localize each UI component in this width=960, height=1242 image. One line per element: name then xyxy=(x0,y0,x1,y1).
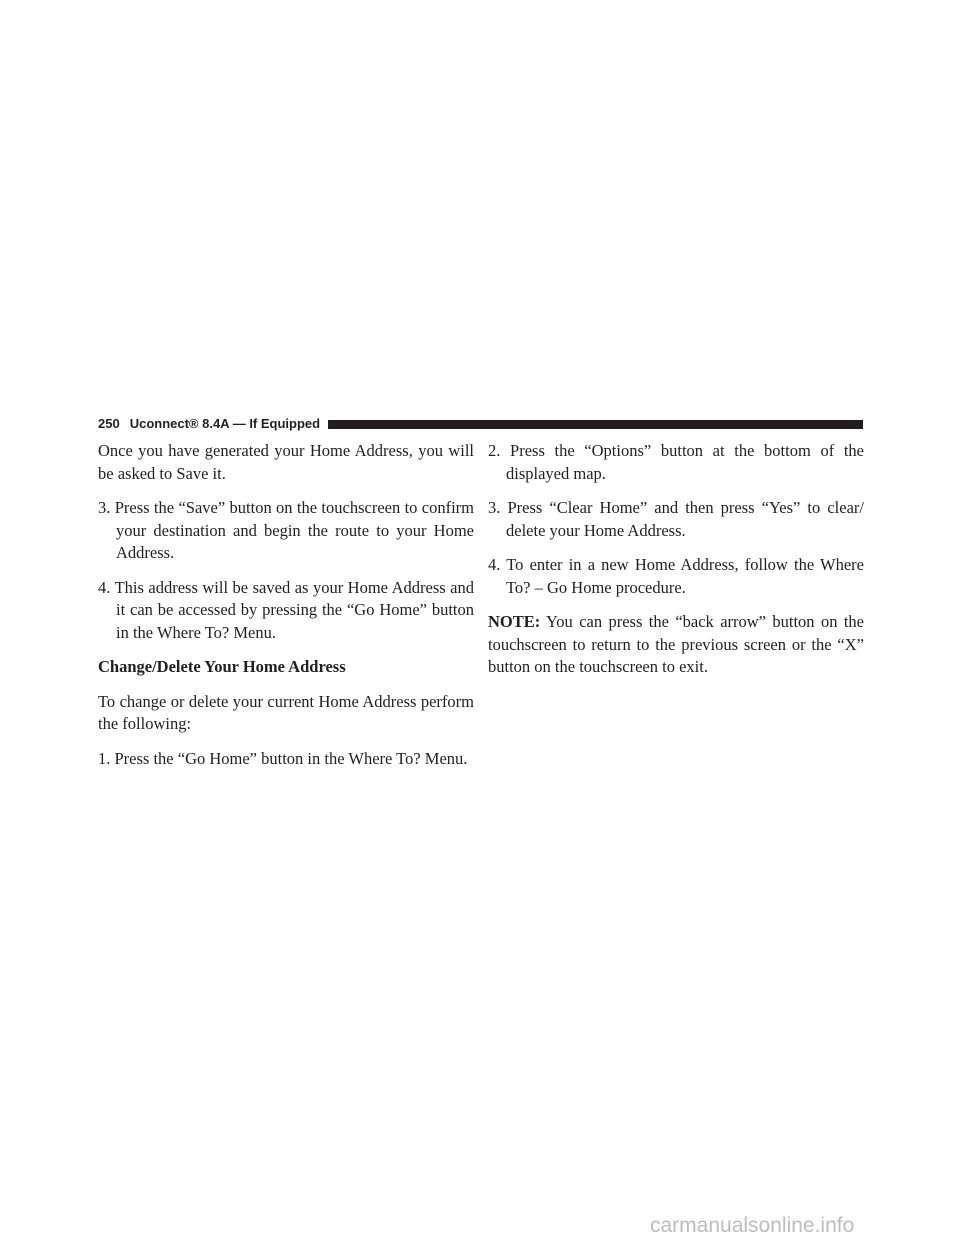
step-4-new-address: 4. To enter in a new Home Address, follow the Where To? – Go Home procedure. xyxy=(488,555,864,597)
note-paragraph xyxy=(488,611,864,679)
intro-paragraph: Once you have generated your Home Address, you will be asked to Save it. xyxy=(98,441,474,483)
page-header xyxy=(98,416,863,432)
section-heading: Change/Delete Your Home Address xyxy=(98,657,346,676)
left-column xyxy=(98,440,474,782)
note-text: You can press the “back arrow” button on the touchscreen to return to the previous screen or the “X” button on the touchscreen to exit. xyxy=(488,612,864,676)
watermark: carmanualsonline.info xyxy=(650,1214,855,1237)
section-title: Uconnect® 8.4A — If Equipped xyxy=(129,416,321,431)
step-3-save: 3. Press the “Save” button on the touchscreen to confirm your destination and begin the route to your Home Address. xyxy=(98,498,474,562)
step-1-go-home: 1. Press the “Go Home” button in the Where To? Menu. xyxy=(98,748,468,768)
page-number: 250 xyxy=(98,416,120,431)
note-label: NOTE: xyxy=(488,612,541,631)
section-intro: To change or delete your current Home Address perform the following: xyxy=(98,691,474,733)
right-column xyxy=(488,440,864,691)
step-4-saved: 4. This address will be saved as your Home Address and it can be accessed by pressing the “Go Home” button in the Where To? Menu. xyxy=(98,577,474,642)
header-rule xyxy=(328,420,863,429)
step-3-clear-home: 3. Press “Clear Home” and then press “Yes” to clear/ delete your Home Address. xyxy=(488,498,864,540)
step-2-options: 2. Press the “Options” button at the bottom of the displayed map. xyxy=(488,441,864,483)
